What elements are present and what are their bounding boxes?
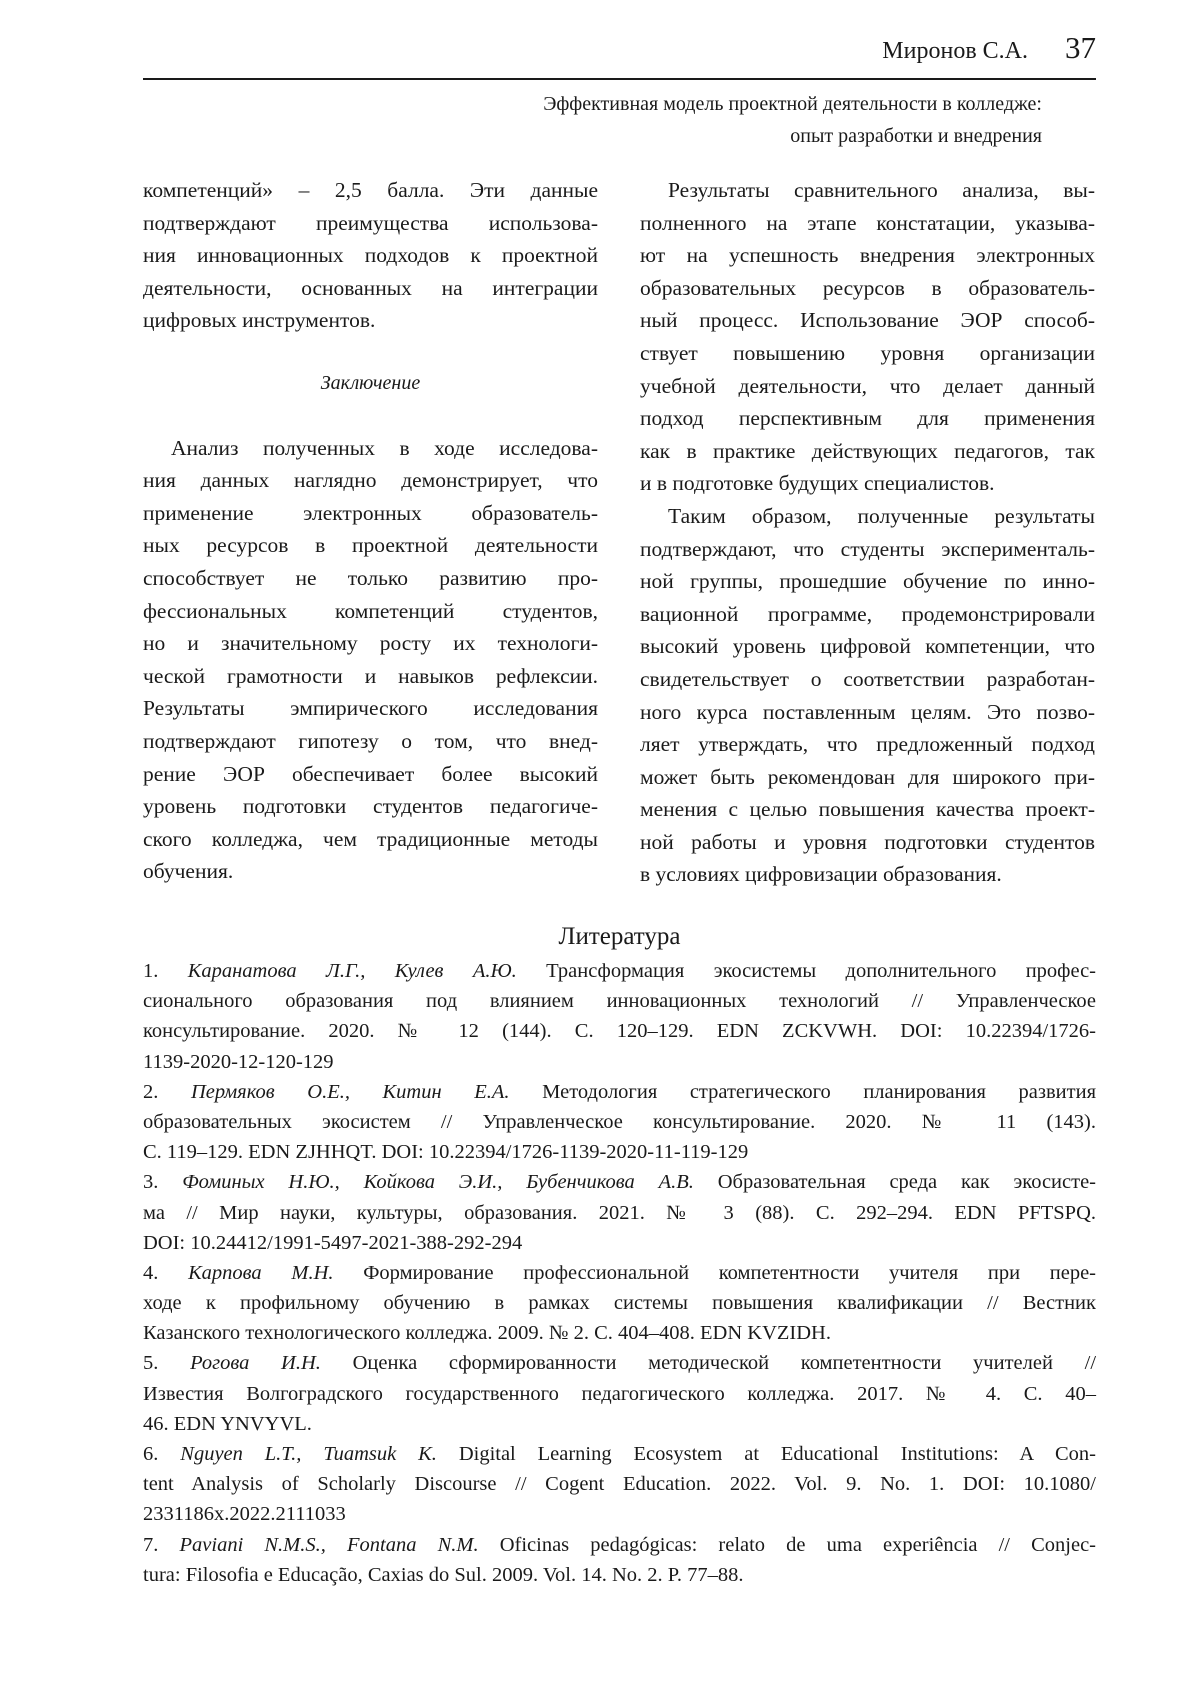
reference-line: tent Analysis of Scholarly Discourse // Cogent Education. 2022. Vol. 9. No. 1. DOI: 10.1080/ xyxy=(143,1473,1096,1496)
reference-authors: Фоминых Н.Ю., Койкова Э.И., Бубенчикова А.В. xyxy=(182,1171,694,1194)
text-line: подтверждают, что студенты эксперименталь- xyxy=(640,536,1095,561)
reference-line: сионального образования под влиянием инновационных технологий // Управленческое xyxy=(143,990,1096,1013)
reference-item xyxy=(143,956,1096,1077)
text-line: учебной деятельности, что делает данный xyxy=(640,373,1095,398)
right-column xyxy=(640,174,1095,891)
reference-line: 1139-2020-12-120-129 xyxy=(143,1050,334,1073)
text-line: ной группы, прошедшие обучение по инно- xyxy=(640,569,1095,594)
reference-item xyxy=(143,1530,1096,1590)
text-line: уровень подготовки студентов педагогиче- xyxy=(143,794,598,819)
reference-line: ходе к профильному обучению в рамках системы повышения квалификации // Вестник xyxy=(143,1292,1096,1315)
reference-text: Формирование профессиональной компетентности учителя при пере- xyxy=(363,1261,1097,1284)
text-line: Результаты сравнительного анализа, вы- xyxy=(668,178,1095,202)
text-line: рение ЭОР обеспечивает более высокий xyxy=(143,761,598,786)
reference-authors: Paviani N.M.S., Fontana N.M. xyxy=(179,1533,479,1556)
reference-text: Образовательная среда как экосисте- xyxy=(717,1171,1097,1194)
reference-number: 6. xyxy=(143,1443,159,1465)
text-line: фессиональных компетенций студентов, xyxy=(143,598,598,623)
reference-item xyxy=(143,1348,1096,1439)
text-line: деятельности, основанных на интеграции xyxy=(143,275,598,300)
references-list xyxy=(143,956,1096,1590)
reference-number: 7. xyxy=(143,1533,159,1556)
text-line: ных ресурсов в проектной деятельности xyxy=(143,533,598,558)
reference-text: Oficinas pedagógicas: relato de uma experiência // Conjec- xyxy=(499,1533,1097,1556)
article-title-line-2: опыт разработки и внедрения xyxy=(790,125,1042,147)
text-line: ный процесс. Использование ЭОР способ- xyxy=(640,308,1095,333)
reference-item xyxy=(143,1167,1096,1258)
text-line: менения с целью повышения качества проект- xyxy=(640,797,1095,822)
text-line: ной работы и уровня подготовки студентов xyxy=(640,829,1095,854)
text-line: подход перспективным для применения xyxy=(640,406,1095,431)
text-line: Результаты эмпирического исследования xyxy=(143,696,598,721)
text-line: компетенций» – 2,5 балла. Эти данные xyxy=(143,178,598,202)
text-line: Анализ полученных в ходе исследова- xyxy=(171,435,598,460)
section-heading-conclusion: Заключение xyxy=(320,371,421,394)
reference-number: 3. xyxy=(143,1171,159,1194)
text-line: ческой грамотности и навыков рефлексии. xyxy=(143,663,598,688)
reference-authors: Nguyen L.T., Tuamsuk K. xyxy=(180,1443,437,1465)
reference-number: 4. xyxy=(143,1261,159,1284)
text-line: Таким образом, полученные результаты xyxy=(668,503,1095,528)
text-line: вационной программе, продемонстрировали xyxy=(640,601,1095,626)
text-line: применение электронных образователь- xyxy=(143,500,598,525)
reference-authors: Карпова М.Н. xyxy=(188,1261,334,1284)
reference-authors: Каранатова Л.Г., Кулев А.Ю. xyxy=(187,960,517,982)
reference-text: Трансформация экосистемы дополнительного профес- xyxy=(546,960,1096,982)
left-paragraph-2 xyxy=(143,432,598,888)
text-line: подтверждают гипотезу о том, что внед- xyxy=(143,728,598,753)
reference-line: образовательных экосистем // Управленческое консультирование. 2020. № 11 (143). xyxy=(143,1110,1096,1133)
reference-authors: Пермяков О.Е., Китин Е.А. xyxy=(190,1080,510,1103)
reference-item xyxy=(143,1439,1096,1530)
text-line: высокий уровень цифровой компетенции, что xyxy=(640,634,1095,659)
reference-line: Казанского технологического колледжа. 2009. № 2. С. 404–408. EDN KVZIDH. xyxy=(143,1322,831,1345)
reference-line: 46. EDN YNVYVL. xyxy=(143,1412,312,1435)
text-line: и в подготовке будущих специалистов. xyxy=(640,471,995,496)
text-line: ствует повышению уровня организации xyxy=(640,340,1095,365)
right-paragraph-1 xyxy=(640,174,1095,500)
reference-line: 2331186x.2022.2111033 xyxy=(143,1503,346,1526)
text-line: ского колледжа, чем традиционные методы xyxy=(143,826,598,851)
reference-text: Digital Learning Ecosystem at Educational Institutions: A Con- xyxy=(458,1443,1096,1465)
reference-number: 2. xyxy=(143,1080,159,1103)
left-paragraph-1 xyxy=(143,174,598,337)
text-line: образовательных ресурсов в образователь- xyxy=(640,275,1095,300)
reference-number: 5. xyxy=(143,1352,159,1375)
reference-line: tura: Filosofia e Educação, Caxias do Sul. 2009. Vol. 14. No. 2. P. 77–88. xyxy=(143,1563,744,1586)
reference-text: Оценка сформированности методической компетентности учителей // xyxy=(352,1352,1097,1375)
text-line: способствует не только развитию про- xyxy=(143,565,598,590)
text-line: цифровых инструментов. xyxy=(143,308,376,333)
text-line: в условиях цифровизации образования. xyxy=(640,862,1002,887)
text-line: ют на успешность внедрения электронных xyxy=(640,243,1095,268)
text-line: свидетельствует о соответствии разработан- xyxy=(640,666,1095,691)
left-column xyxy=(143,174,598,888)
text-line: обучения. xyxy=(143,859,234,884)
article-title-line-1: Эффективная модель проектной деятельности в колледже: xyxy=(543,93,1042,115)
reference-authors: Рогова И.Н. xyxy=(190,1352,321,1375)
text-line: подтверждают преимущества использова- xyxy=(143,210,598,235)
reference-text: Методология стратегического планирования развития xyxy=(542,1080,1096,1103)
text-line: может быть рекомендован для широкого при- xyxy=(640,764,1095,789)
reference-number: 1. xyxy=(143,960,159,982)
reference-item xyxy=(143,1258,1096,1349)
reference-line: ма // Мир науки, культуры, образования. 2021. № 3 (88). С. 292–294. EDN PFTSPQ. xyxy=(143,1201,1096,1224)
reference-line: С. 119–129. EDN ZJHHQT. DOI: 10.22394/1726-1139-2020-11-119-129 xyxy=(143,1141,749,1164)
text-line: ного курса поставленным целям. Это позво- xyxy=(640,699,1095,724)
header-author: Миронов С.А. xyxy=(882,38,1028,64)
reference-line: Известия Волгоградского государственного педагогического колледжа. 2017. № 4. С. 40– xyxy=(143,1382,1096,1405)
references-heading: Литература xyxy=(558,923,681,950)
text-line: ния данных наглядно демонстрирует, что xyxy=(143,468,598,493)
reference-line: DOI: 10.24412/1991-5497-2021-388-292-294 xyxy=(143,1231,523,1254)
text-line: но и значительному росту их технологи- xyxy=(143,631,598,656)
text-line: ляет утверждать, что предложенный подход xyxy=(640,732,1095,757)
article-running-title xyxy=(392,88,1042,152)
text-line: как в практике действующих педагогов, так xyxy=(640,438,1095,463)
running-header xyxy=(143,28,1096,80)
text-line: ния инновационных подходов к проектной xyxy=(143,243,598,268)
reference-item xyxy=(143,1077,1096,1168)
right-paragraph-2 xyxy=(640,500,1095,891)
page-number: 37 xyxy=(1065,30,1096,65)
reference-line: консультирование. 2020. № 12 (144). С. 120–129. EDN ZCKVWH. DOI: 10.22394/1726- xyxy=(143,1020,1096,1043)
text-line: полненного на этапе констатации, указыва- xyxy=(640,210,1095,235)
